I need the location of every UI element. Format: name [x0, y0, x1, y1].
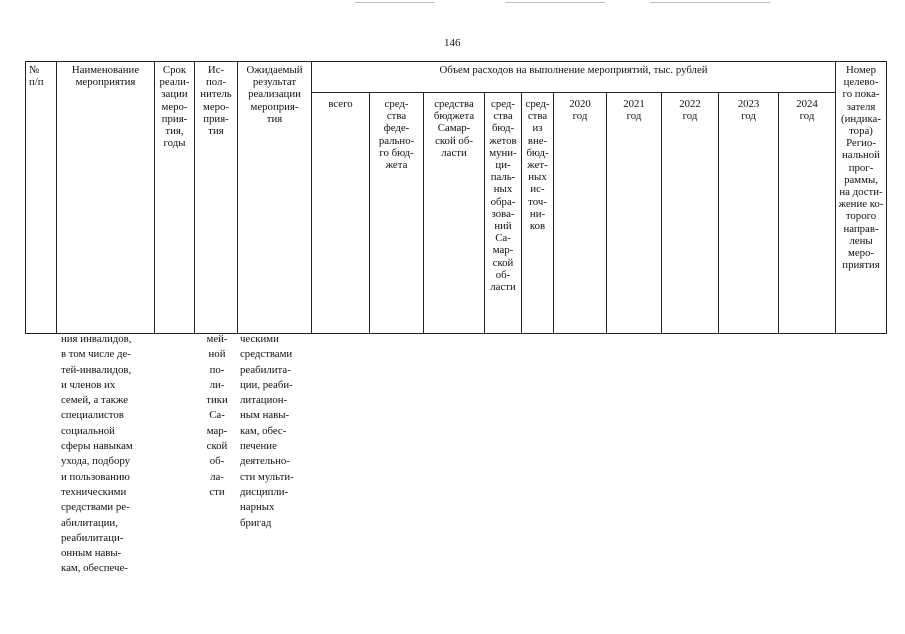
col-header-term: Срок реали- зации меро- прия- тия, годы — [159, 64, 190, 150]
col-header-number: № п/п — [29, 64, 44, 89]
continuation-name-text: ния инвалидов, в том числе де- тей-инвалидов, и членов их семей, а также специалистов социальной сферы навыкам ухода, подбору и пользованию техническими средствами ре- абилитации, реабилитаци- онным навы- кам, обеспече- — [61, 333, 133, 575]
continuation-result-text: ческими средствами реабилита- ции, реаби- литацион- ным навы- кам, обес- печение деятельно- сти мульти- дисципли- нарных бригад — [240, 333, 294, 529]
col-border — [25, 61, 26, 334]
col-header-result: Ожидаемый результат реализации мероприя- тия — [246, 64, 303, 125]
subcol-header-total: всего — [328, 98, 353, 110]
subcol-border — [553, 92, 554, 334]
subcol-header-municipal: сред- ства бюд- жетов муни- ци- паль- ных обра- зова- ний Са- мар- ской об- ласти — [489, 98, 517, 294]
col-header-executor: Ис- пол- нитель меро- прия- тия — [200, 64, 232, 138]
scan-edge-line — [505, 2, 605, 3]
subcol-header-2024: 2024 год — [796, 98, 818, 123]
subcol-header-regional: средства бюджета Самар- ской об- ласти — [433, 98, 475, 159]
subcol-header-2023: 2023 год — [737, 98, 760, 123]
col-border — [886, 61, 887, 334]
scan-edge-line — [355, 2, 435, 3]
subcol-border — [606, 92, 607, 334]
subcol-border — [778, 92, 779, 334]
scan-edge-line — [650, 2, 770, 3]
subcol-header-federal: сред- ства феде- рально- го бюд- жета — [378, 98, 415, 172]
col-header-volume: Объем расходов на выполнение мероприятий, тыс. рублей — [439, 64, 708, 76]
subcol-header-extrabudgetary: сред- ства из вне- бюд- жет- ных ис- точ- ни- ков — [525, 98, 550, 233]
col-header-name: Наименование мероприятия — [71, 64, 140, 89]
subcol-header-2022: 2022 год — [679, 98, 701, 123]
subcol-header-2020: 2020 год — [569, 98, 591, 123]
subcol-border — [661, 92, 662, 334]
subheader-border — [311, 92, 835, 93]
subcol-border — [718, 92, 719, 334]
subcol-header-2021: 2021 год — [623, 98, 645, 123]
col-border — [56, 61, 57, 334]
continuation-executor-text: мей- ной по- ли- тики Са- мар- ской об- ла- сти — [206, 333, 228, 498]
col-header-indicator: Номер целево- го пока- зателя (индика- тора) Регио- нальной прог- раммы, на дости- жение ко- торого направ- лены меро- приятия — [838, 64, 884, 272]
page-number: 146 — [444, 37, 461, 49]
